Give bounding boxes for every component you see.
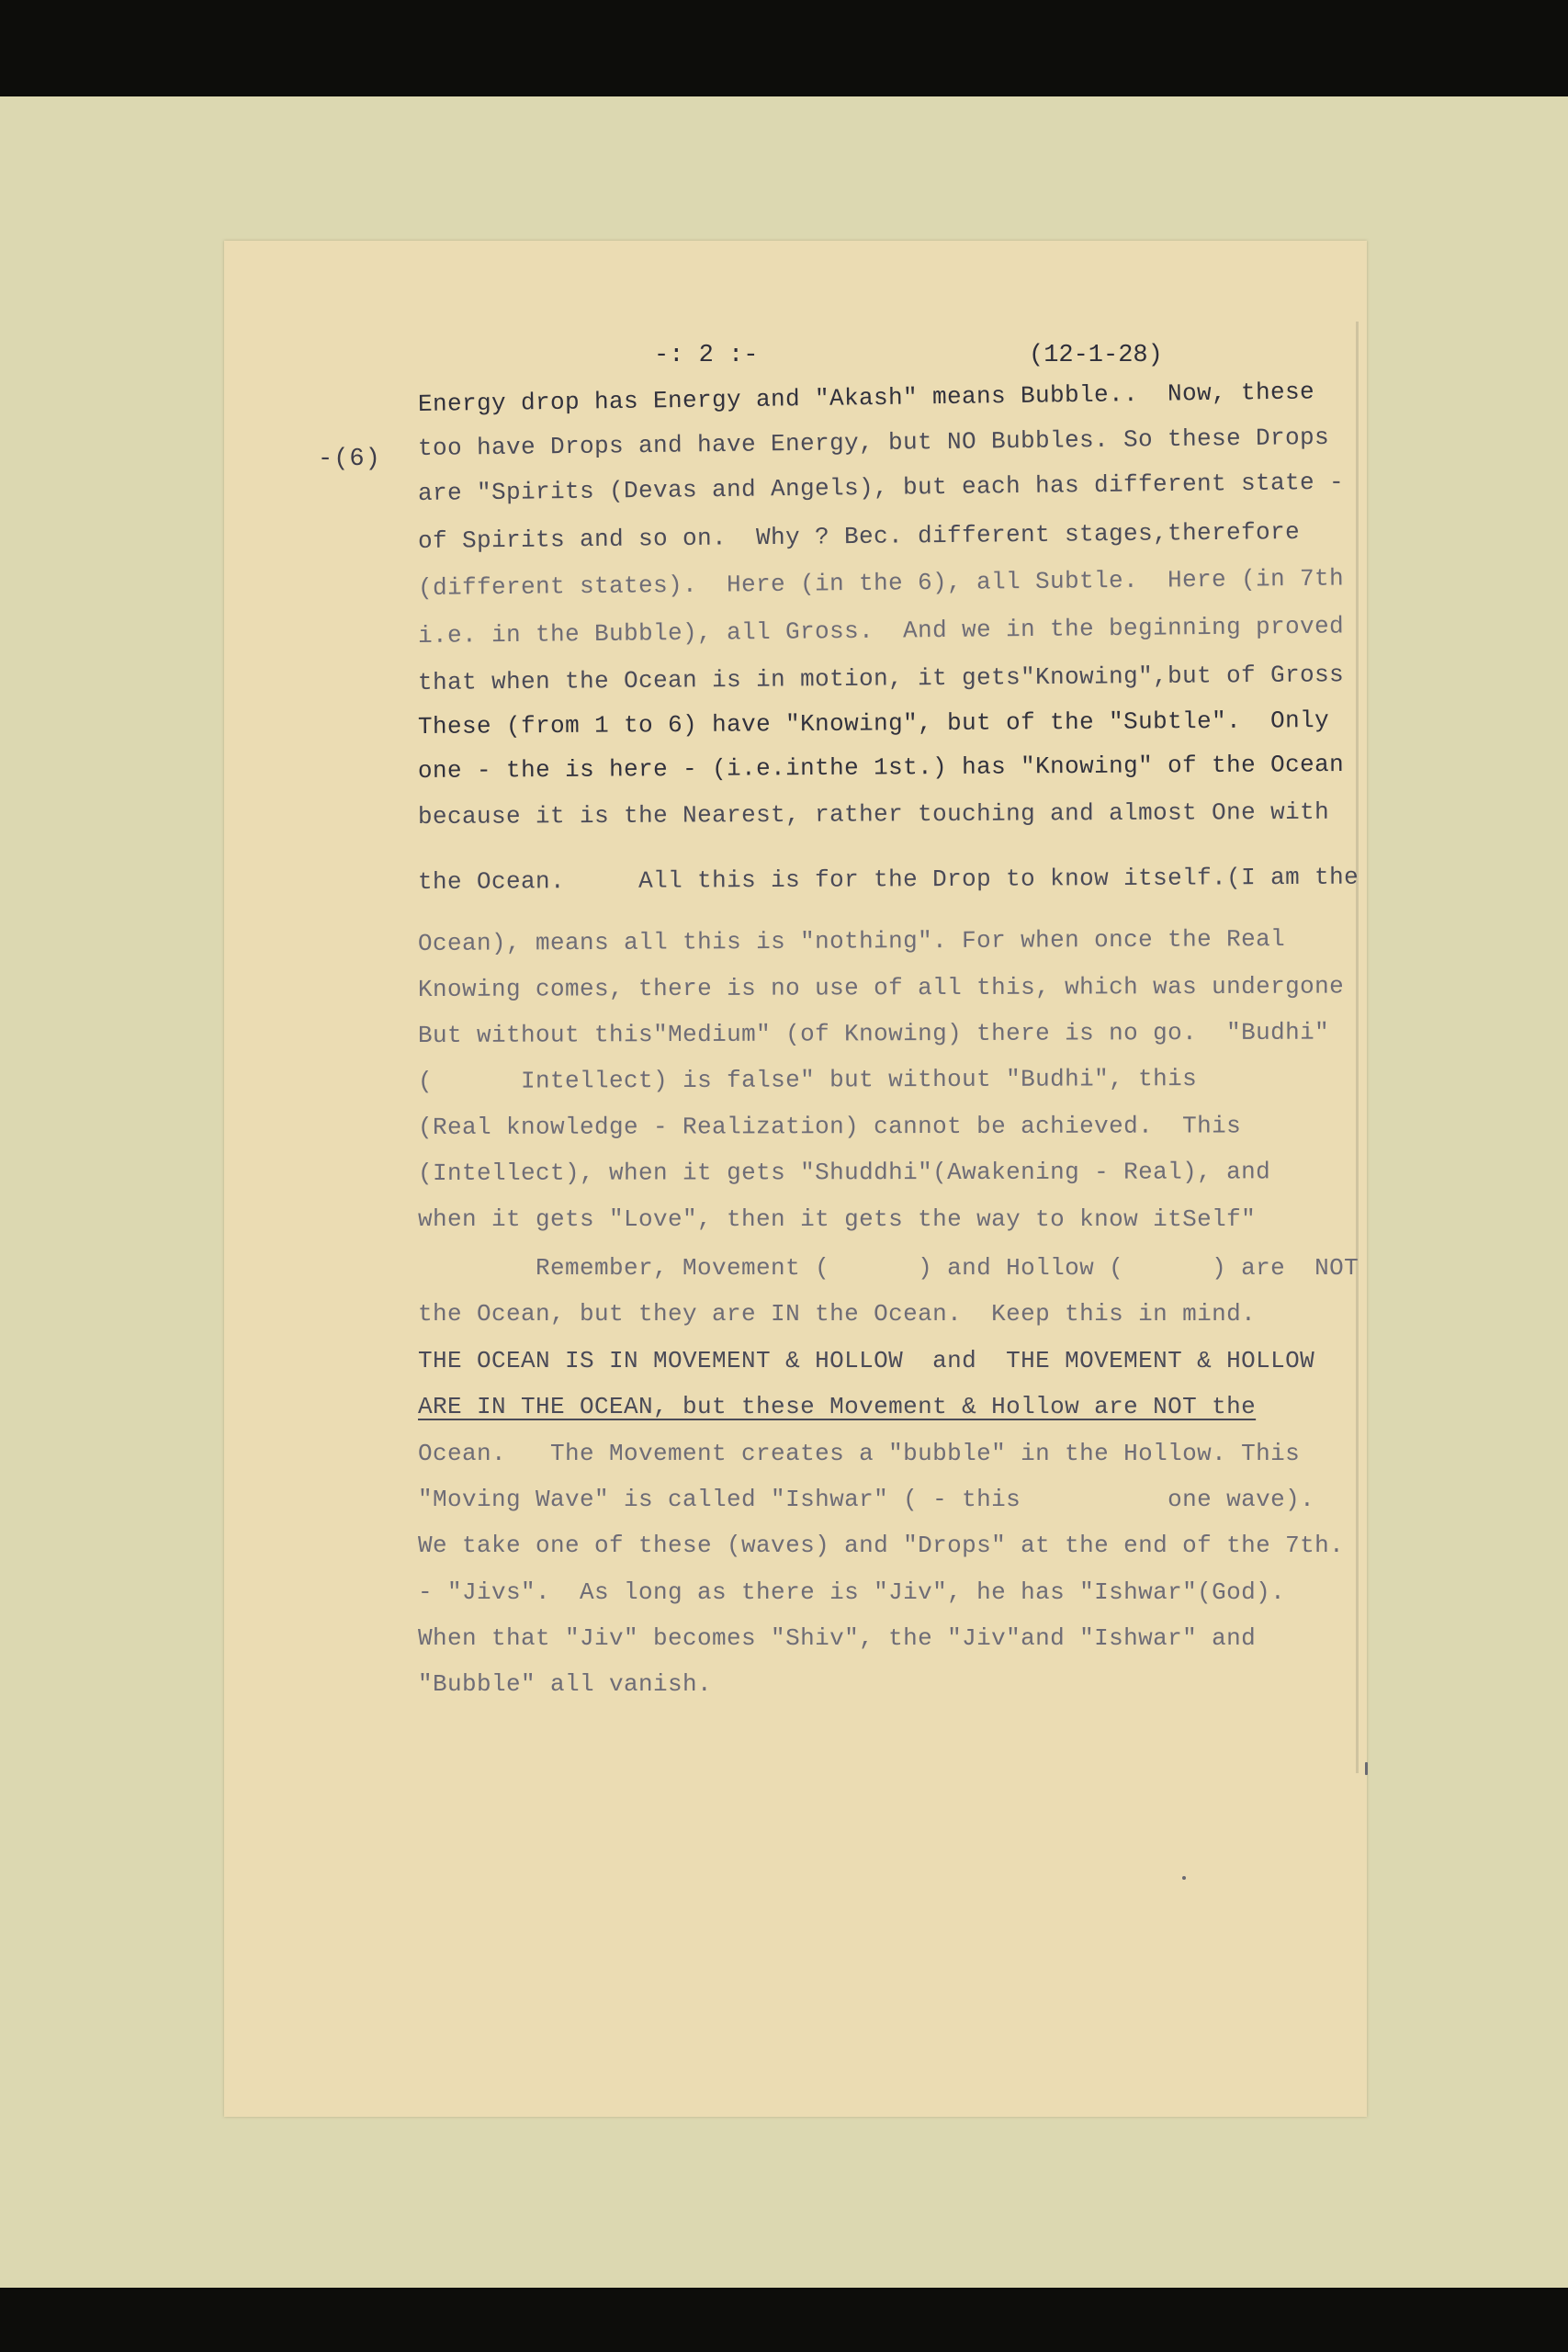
text-line-6: i.e. in the Bubble), all Gross. And we in the beginning proved <box>417 612 1345 650</box>
text-line-22: ARE IN THE OCEAN, but these Movement & Hollow are NOT the <box>418 1393 1257 1420</box>
text-line-9: one - the is here - (i.e.inthe 1st.) has "Knowing" of the Ocean <box>417 750 1345 785</box>
text-line-26: - "Jivs". As long as there is "Jiv", he has "Ishwar"(God). <box>418 1578 1286 1606</box>
text-line-17: (Intellect), when it gets "Shuddhi"(Awakening - Real), and <box>417 1158 1271 1187</box>
paper-speck <box>1182 1876 1186 1880</box>
scan-border-bottom <box>0 2288 1568 2352</box>
text-line-25: We take one of these (waves) and "Drops" at the end of the 7th. <box>418 1532 1345 1559</box>
text-line-8: These (from 1 to 6) have "Knowing", but of the "Subtle". Only <box>417 707 1330 741</box>
text-line-10: because it is the Nearest, rather touching and almost One with <box>417 797 1330 831</box>
page-fold-edge <box>1356 322 1359 1773</box>
text-line-21: THE OCEAN IS IN MOVEMENT & HOLLOW and THE MOVEMENT & HOLLOW <box>418 1347 1315 1374</box>
text-line-15: ( Intellect) is false" but without "Budhi", this <box>417 1065 1198 1095</box>
text-line-12: Ocean), means all this is "nothing". For when once the Real <box>417 925 1286 957</box>
text-line-19: Remember, Movement ( ) and Hollow ( ) are NOT <box>418 1254 1359 1282</box>
text-line-5: (different states). Here (in the 6), all Subtle. Here (in 7th <box>417 564 1345 602</box>
text-line-23: Ocean. The Movement creates a "bubble" in the Hollow. This <box>418 1440 1301 1467</box>
margin-note: -(6) <box>318 446 381 473</box>
text-line-3: are "Spirits (Devas and Angels), but each has different state - <box>417 468 1345 507</box>
text-line-11: the Ocean. All this is for the Drop to know itself.(I am the <box>417 863 1359 896</box>
text-line-2: too have Drops and have Energy, but NO Bubbles. So these Drops <box>417 423 1330 462</box>
page-date: (12-1-28) <box>1029 342 1163 369</box>
text-line-20: the Ocean, but they are IN the Ocean. Keep this in mind. <box>418 1300 1257 1328</box>
text-line-1: Energy drop has Energy and "Akash" means Bubble.. Now, these <box>417 378 1315 418</box>
text-line-24: "Moving Wave" is called "Ishwar" ( - this one wave). <box>418 1486 1315 1513</box>
text-line-27: When that "Jiv" becomes "Shiv", the "Jiv"and "Ishwar" and <box>418 1624 1257 1652</box>
text-line-28: "Bubble" all vanish. <box>418 1670 713 1698</box>
text-line-14: But without this"Medium" (of Knowing) there is no go. "Budhi" <box>417 1018 1330 1049</box>
text-line-7-main: that when the Ocean is in motion, it gets"Knowing",but of Gross <box>417 661 1345 696</box>
page-number: -: 2 :- <box>654 342 759 369</box>
paper-speck <box>1365 1762 1368 1775</box>
scan-border-top <box>0 0 1568 96</box>
text-line-16: (Real knowledge - Realization) cannot be achieved. This <box>417 1112 1242 1141</box>
text-line-13: Knowing comes, there is no use of all this, which was undergone <box>417 972 1345 1003</box>
text-line-18: when it gets "Love", then it gets the way to know itSelf" <box>418 1205 1257 1233</box>
text-line-4: of Spirits and so on. Why ? Bec. different stages,therefore <box>417 517 1301 555</box>
